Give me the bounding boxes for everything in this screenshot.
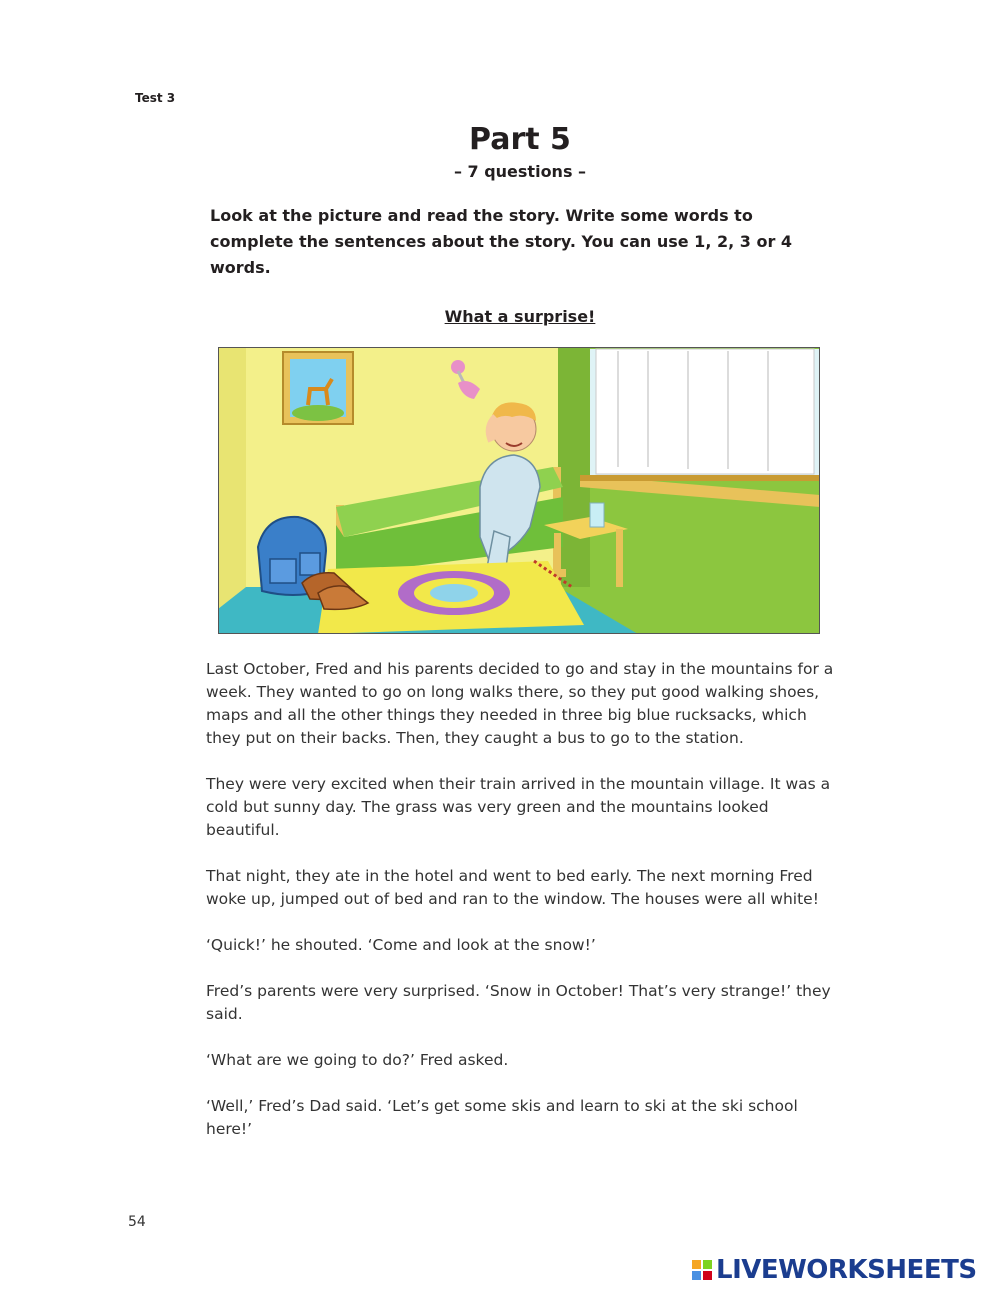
liveworksheets-brand[interactable] [692, 1255, 977, 1285]
story-paragraph: Last October, Fred and his parents decided to go and stay in the mountains for a week. They wanted to go on long walks there, so they put good walking shoes, maps and all the other things they needed in three big blue rucksacks, which they put on their backs. Then, they caught a bus to go to the station. [206, 660, 834, 747]
story-paragraph: They were very excited when their train arrived in the mountain village. It was a cold but sunny day. The grass was very green and the mountains looked beautiful. [206, 775, 831, 839]
test-label: Test 3 [135, 91, 176, 105]
title-block [0, 120, 1000, 181]
bedroom-illustration [218, 347, 820, 634]
story-paragraph: ‘Well,’ Fred’s Dad said. ‘Let’s get some skis and learn to ski at the ski school here!’ [206, 1097, 798, 1138]
part-subtitle: – 7 questions – [453, 162, 587, 181]
story-title: What a surprise! [444, 307, 596, 326]
story-paragraph: ‘What are we going to do?’ Fred asked. [206, 1051, 509, 1069]
page-number: 54 [128, 1214, 146, 1230]
goat-picture [283, 352, 353, 424]
story-paragraph: ‘Quick!’ he shouted. ‘Come and look at the snow!’ [206, 936, 596, 954]
story-paragraph: That night, they ate in the hotel and went to bed early. The next morning Fred woke up, jumped out of bed and ran to the window. The houses were all white! [206, 867, 819, 908]
brand-name: LIVEWORKSHEETS [716, 1255, 977, 1285]
story-paragraph: Fred’s parents were very surprised. ‘Snow in October! That’s very strange!’ they said. [206, 982, 831, 1023]
instructions: Look at the picture and read the story. Write some words to complete the sentences about the story. You can use 1, 2, 3 or 4 words. [210, 206, 793, 277]
story-illustration [218, 347, 820, 634]
liveworksheets-logo-icon [692, 1260, 712, 1280]
part-title: Part 5 [469, 122, 571, 157]
story-text [206, 658, 836, 1164]
